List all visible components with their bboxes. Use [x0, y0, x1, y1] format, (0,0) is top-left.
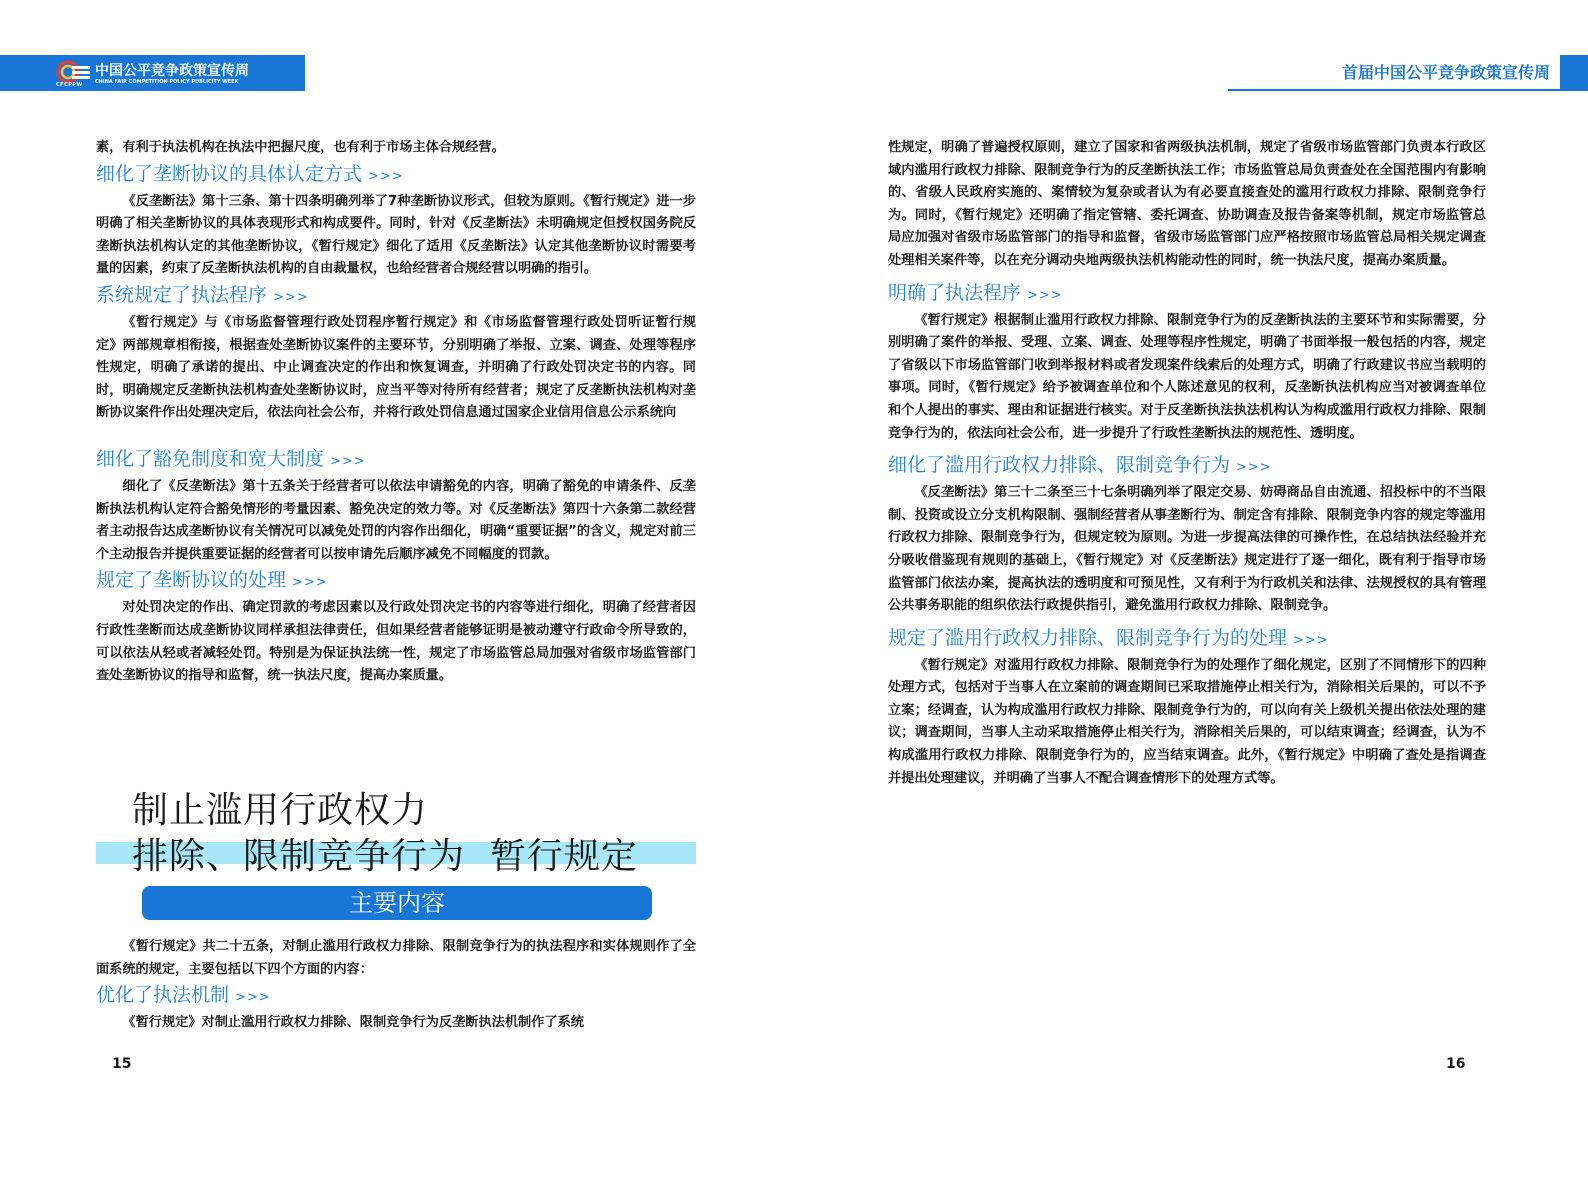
logo-title-en: CHINA FAIR COMPETITION POLICY PUBLICITY WEEK: [95, 79, 239, 85]
left-paragraph-2: 《暂行规定》与《市场监督管理行政处罚程序暂行规定》和《市场监督管理行政处罚听证暂行规定》两部规章相衔接，根据查处垄断协议案件的主要环节，分别明确了举报、立案、调查、处理等程序性规定，明确了承诺的提出、中止调查决定的作出和恢复调查，并明确了行政处罚决定书的内容。同时，明确规定反垄断执法机构查处垄断协议时，应当平等对待所有经营者；规定了反垄断执法机构对垄断协议案件作出处理决定后，依法向社会公布，并将行政处罚信息通过国家企业信用信息公示系统向: [96, 314, 696, 421]
section-heading: [96, 445, 696, 476]
cfcppw-logo-icon: [56, 60, 92, 84]
section-heading-text: 细化了垄断协议的具体认定方式: [96, 162, 363, 185]
chevrons-icon: >>>: [368, 168, 404, 184]
section-heading-text: 细化了滥用行政权力排除、限制竞争行为: [888, 454, 1231, 477]
section-heading: [96, 566, 696, 597]
right-paragraph-0: 性规定，明确了普遍授权原则，建立了国家和省两级执法机制，规定了省级市场监管部门负责本行政区域内滥用行政权力排除、限制竞争行为的反垄断执法工作；市场监管总局负责查处在全国范围内有影响的、省级人民政府实施的、案情较为复杂或者认为有必要直接查处的滥用行政权力排除、限制竞争行为。同时，《暂行规定》还明确了指定管辖、委托调查、协助调查及报告备案等机制，规定市场监管总局应加强对省级市场监管部门的指导和监督，省级市场监管部门应严格按照市场监管总局相关规定调查处理相关案件等，以在充分调动央地两级执法机构能动性的同时，统一执法尺度，提高办案质量。: [888, 140, 1486, 268]
chevrons-icon: >>>: [235, 990, 271, 1006]
header-right-rule: [1228, 89, 1560, 91]
regulation-title-line-2: 排除、限制竞争行为 暂行规定: [132, 836, 638, 877]
section-heading: [888, 624, 1486, 655]
chevrons-icon: >>>: [1236, 460, 1272, 476]
section-heading-text: 系统规定了执法程序: [96, 283, 268, 306]
left-paragraph-0: 素，有利于执法机构在执法中把握尺度，也有利于市场主体合规经营。: [96, 140, 505, 155]
chevrons-icon: >>>: [1293, 632, 1329, 648]
page-number-left: 15: [112, 1056, 132, 1072]
section-heading: [96, 281, 696, 312]
chevrons-icon: >>>: [1027, 287, 1063, 303]
chevrons-icon: >>>: [273, 289, 309, 305]
left-paragraph-6: 《暂行规定》对制止滥用行政权力排除、限制竞争行为反垄断执法机制作了系统: [122, 1015, 584, 1031]
left-paragraph-5: 《暂行规定》共二十五条，对制止滥用行政权力排除、限制竞争行为的执法程序和实体规则作了全面系统的规定，主要包括以下四个方面的内容：: [96, 939, 696, 977]
left-paragraph-3: 细化了《反垄断法》第十五条关于经营者可以依法申请豁免的内容，明确了豁免的申请条件、反垄断执法机构认定符合豁免情形的考量因素、豁免决定的效力等。对《反垄断法》第四十六条第二款经营者主动报告达成垄断协议有关情况可以减免处罚的内容作出细化，明确“重要证据”的含义，规定对前三个主动报告并提供重要证据的经营者可以按申请先后顺序减免不同幅度的罚款。: [96, 478, 696, 562]
chevrons-icon: >>>: [330, 453, 366, 469]
section-heading-text: 明确了执法程序: [888, 281, 1022, 304]
main-content-pill: 主要内容: [142, 886, 652, 920]
section-heading: [888, 279, 1486, 310]
header-right-block: [1560, 55, 1588, 91]
left-column: [96, 137, 696, 688]
right-paragraph-3: 《暂行规定》对滥用行政权力排除、限制竞争行为的处理作了细化规定，区别了不同情形下的四种处理方式，包括对于当事人在立案前的调查期间已采取措施停止相关行为，消除相关后果的，可以不予立案；经调查，认为构成滥用行政权力排除、限制竞争行为的，可以向有关上级机关提出依法处理的建议；调查期间，当事人主动采取措施停止相关行为，消除相关后果的，可以结束调查；经调查，认为不构成滥用行政权力排除、限制竞争行为的，应当结束调查。此外，《暂行规定》中明确了查处是指调查并提出处理建议，并明确了当事人不配合调查情形下的处理方式等。: [888, 657, 1486, 786]
section-heading-text: 规定了垄断协议的处理: [96, 569, 287, 592]
left-paragraph-4: 对处罚决定的作出、确定罚款的考虑因素以及行政处罚决定书的内容等进行细化，明确了经营者因行政性垄断而达成垄断协议同样承担法律责任，但如果经营者能够证明是被动遵守行政命令所导致的，可以依法从轻或者减轻处罚。特别是为保证执法统一性，规定了市场监管总局加强对省级市场监管部门查处垄断协议的指导和监督，统一执法尺度，提高办案质量。: [96, 600, 696, 684]
chevrons-icon: >>>: [292, 575, 328, 591]
section-heading-text: 规定了滥用行政权力排除、限制竞争行为的处理: [888, 626, 1288, 649]
section-heading: [888, 451, 1486, 482]
right-column: [888, 137, 1486, 790]
header-right-title: 首届中国公平竞争政策宣传周: [1341, 63, 1550, 82]
section-heading-text: 优化了执法机制: [96, 984, 230, 1007]
section-heading: [96, 981, 696, 1012]
logo-abbr: CFCPPW: [56, 82, 83, 88]
section-heading-text: 细化了豁免制度和宽大制度: [96, 447, 325, 470]
section-heading: [96, 160, 696, 191]
page-number-right: 16: [1446, 1056, 1466, 1072]
logo-title-cn: 中国公平竞争政策宣传周: [95, 63, 249, 79]
right-paragraph-1: 《暂行规定》根据制止滥用行政权力排除、限制竞争行为的反垄断执法的主要环节和实际需要，分别明确了案件的举报、受理、立案、调查、处理等程序性规定，明确了书面举报一般包括的内容，规定了省级以下市场监管部门收到举报材料或者发现案件线索后的处理方式，明确了行政建议书应当载明的事项。同时，《暂行规定》给予被调查单位和个人陈述意见的权利，反垄断执法机构应当对被调查单位和个人提出的事实、理由和证据进行核实。对于反垄断执法执法机构认为构成滥用行政权力排除、限制竞争行为的，依法向社会公布，进一步提升了行政性垄断执法的规范性、透明度。: [888, 312, 1486, 441]
left-column-bottom: [96, 936, 696, 1035]
right-paragraph-2: 《反垄断法》第三十二条至三十七条明确列举了限定交易、妨碍商品自由流通、招投标中的不当限制、投资或设立分支机构限制、强制经营者从事垄断行为、制定含有排除、限制竞争内容的规定等滥用行政权力排除、限制竞争行为，但规定较为原则。为进一步提高法律的可操作性，在总结执法经验并充分吸收借鉴现有规则的基础上，《暂行规定》对《反垄断法》规定进行了逐一细化，既有利于指导市场监管部门依法办案，提高执法的透明度和可预见性，又有利于为行政机关和法律、法规授权的具有管理公共事务职能的组织依法行政提供指引，避免滥用行政权力排除、限制竞争。: [888, 485, 1486, 614]
left-paragraph-1: 《反垄断法》第十三条、第十四条明确列举了7种垄断协议形式，但较为原则。《暂行规定》进一步明确了相关垄断协议的具体表现形式和构成要件。同时，针对《反垄断法》未明确规定但授权国务院反垄断执法机构认定的其他垄断协议，《暂行规定》细化了适用《反垄断法》认定其他垄断协议时需要考量的因素，约束了反垄断执法机构的自由裁量权，也给经营者合规经营以明确的指引。: [96, 193, 696, 277]
regulation-title-line-1: 制止滥用行政权力: [132, 790, 429, 831]
